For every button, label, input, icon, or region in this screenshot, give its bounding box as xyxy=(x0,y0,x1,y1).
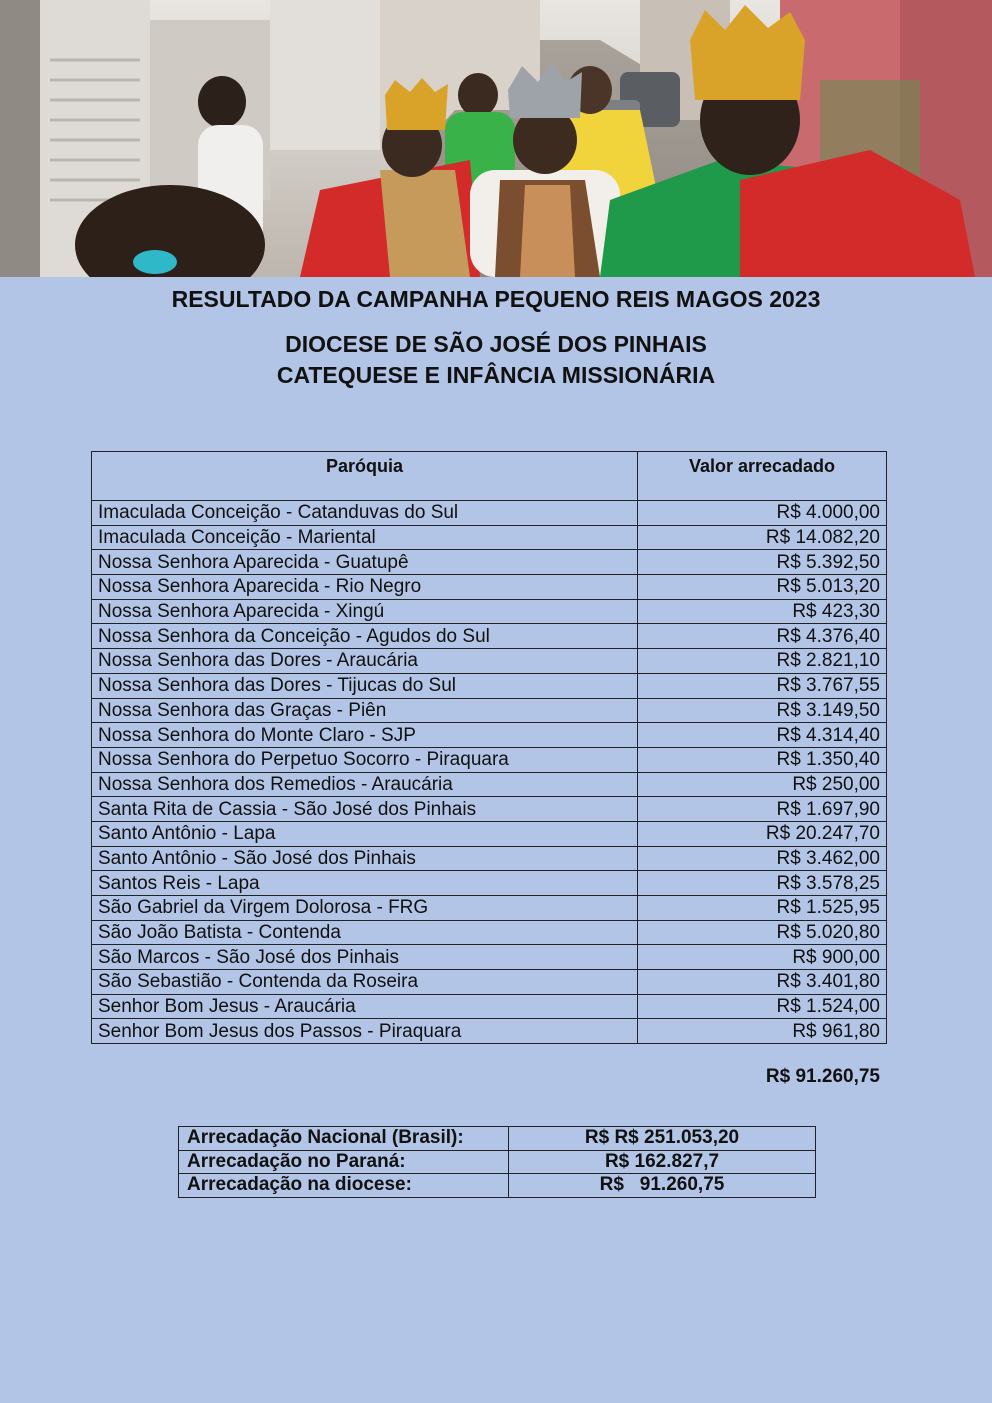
amount-raised: R$ 4.000,00 xyxy=(638,501,887,526)
table-row xyxy=(92,624,887,649)
table-row xyxy=(92,945,887,970)
table-row xyxy=(92,772,887,797)
table-row xyxy=(92,550,887,575)
table-row xyxy=(92,525,887,550)
table-row xyxy=(92,649,887,674)
amount-raised: R$ 4.376,40 xyxy=(638,624,887,649)
summary-value: R$ 91.260,75 xyxy=(509,1174,816,1198)
column-header-parish: Paróquia xyxy=(92,452,638,501)
parish-name: Nossa Senhora dos Remedios - Araucária xyxy=(92,772,638,797)
summary-row-diocese xyxy=(179,1174,816,1198)
parish-name: Senhor Bom Jesus dos Passos - Piraquara xyxy=(92,1019,638,1044)
parish-name: Nossa Senhora Aparecida - Xingú xyxy=(92,599,638,624)
parish-name: São João Batista - Contenda xyxy=(92,920,638,945)
amount-raised: R$ 961,80 xyxy=(638,1019,887,1044)
header-photo xyxy=(0,0,992,277)
column-header-value: Valor arrecadado xyxy=(638,452,887,501)
parish-name: Nossa Senhora Aparecida - Rio Negro xyxy=(92,575,638,600)
table-row xyxy=(92,846,887,871)
amount-raised: R$ 20.247,70 xyxy=(638,821,887,846)
amount-raised: R$ 3.401,80 xyxy=(638,970,887,995)
children-dressed-as-three-kings-photo xyxy=(0,0,992,277)
amount-raised: R$ 1.350,40 xyxy=(638,747,887,772)
parish-name: Nossa Senhora das Graças - Piên xyxy=(92,698,638,723)
summary-value: R$ R$ 251.053,20 xyxy=(509,1127,816,1151)
amount-raised: R$ 3.578,25 xyxy=(638,871,887,896)
summary-row-national xyxy=(179,1127,816,1151)
amount-raised: R$ 4.314,40 xyxy=(638,723,887,748)
amount-raised: R$ 3.149,50 xyxy=(638,698,887,723)
table-row xyxy=(92,747,887,772)
amount-raised: R$ 1.697,90 xyxy=(638,797,887,822)
amount-raised: R$ 2.821,10 xyxy=(638,649,887,674)
parish-name: Senhor Bom Jesus - Araucária xyxy=(92,994,638,1019)
amount-raised: R$ 5.013,20 xyxy=(638,575,887,600)
table-row xyxy=(92,599,887,624)
table-row xyxy=(92,896,887,921)
amount-raised: R$ 3.462,00 xyxy=(638,846,887,871)
table-row xyxy=(92,871,887,896)
table-row xyxy=(92,698,887,723)
summary-row-parana xyxy=(179,1150,816,1174)
parish-results-table xyxy=(91,451,887,1044)
table-row xyxy=(92,723,887,748)
ministry-subtitle: CATEQUESE E INFÂNCIA MISSIONÁRIA xyxy=(276,362,716,388)
amount-raised: R$ 250,00 xyxy=(638,772,887,797)
table-row xyxy=(92,970,887,995)
amount-raised: R$ 1.524,00 xyxy=(638,994,887,1019)
table-header-row xyxy=(92,452,887,501)
table-row xyxy=(92,920,887,945)
parish-name: Nossa Senhora do Monte Claro - SJP xyxy=(92,723,638,748)
amount-raised: R$ 5.020,80 xyxy=(638,920,887,945)
parish-name: Imaculada Conceição - Catanduvas do Sul xyxy=(92,501,638,526)
amount-raised: R$ 900,00 xyxy=(638,945,887,970)
diocese-subtitle: DIOCESE DE SÃO JOSÉ DOS PINHAIS xyxy=(285,331,707,357)
parish-name: Santo Antônio - São José dos Pinhais xyxy=(92,846,638,871)
amount-raised: R$ 3.767,55 xyxy=(638,673,887,698)
table-row xyxy=(92,1019,887,1044)
table-row xyxy=(92,501,887,526)
summary-table xyxy=(178,1126,816,1198)
parish-name: Nossa Senhora Aparecida - Guatupê xyxy=(92,550,638,575)
parish-name: Santos Reis - Lapa xyxy=(92,871,638,896)
parish-name: Nossa Senhora das Dores - Tijucas do Sul xyxy=(92,673,638,698)
parish-name: Nossa Senhora da Conceição - Agudos do Sul xyxy=(92,624,638,649)
summary-label: Arrecadação no Paraná: xyxy=(179,1150,509,1174)
amount-raised: R$ 423,30 xyxy=(638,599,887,624)
summary-label: Arrecadação Nacional (Brasil): xyxy=(179,1127,509,1151)
table-row xyxy=(92,821,887,846)
table-row xyxy=(92,673,887,698)
parish-name: Nossa Senhora do Perpetuo Socorro - Piraquara xyxy=(92,747,638,772)
parish-name: Santa Rita de Cassia - São José dos Pinhais xyxy=(92,797,638,822)
parish-name: São Marcos - São José dos Pinhais xyxy=(92,945,638,970)
amount-raised: R$ 1.525,95 xyxy=(638,896,887,921)
summary-value: R$ 162.827,7 xyxy=(509,1150,816,1174)
parish-name: Nossa Senhora das Dores - Araucária xyxy=(92,649,638,674)
table-total: R$ 91.260,75 xyxy=(765,1066,880,1087)
summary-label: Arrecadação na diocese: xyxy=(179,1174,509,1198)
parish-rows xyxy=(92,501,887,1044)
amount-raised: R$ 5.392,50 xyxy=(638,550,887,575)
table-row xyxy=(92,797,887,822)
parish-name: São Sebastião - Contenda da Roseira xyxy=(92,970,638,995)
parish-name: Imaculada Conceição - Mariental xyxy=(92,525,638,550)
amount-raised: R$ 14.082,20 xyxy=(638,525,887,550)
page-title: RESULTADO DA CAMPANHA PEQUENO REIS MAGOS 2023 xyxy=(171,286,821,312)
table-row xyxy=(92,994,887,1019)
table-row xyxy=(92,575,887,600)
parish-name: São Gabriel da Virgem Dolorosa - FRG xyxy=(92,896,638,921)
parish-name: Santo Antônio - Lapa xyxy=(92,821,638,846)
